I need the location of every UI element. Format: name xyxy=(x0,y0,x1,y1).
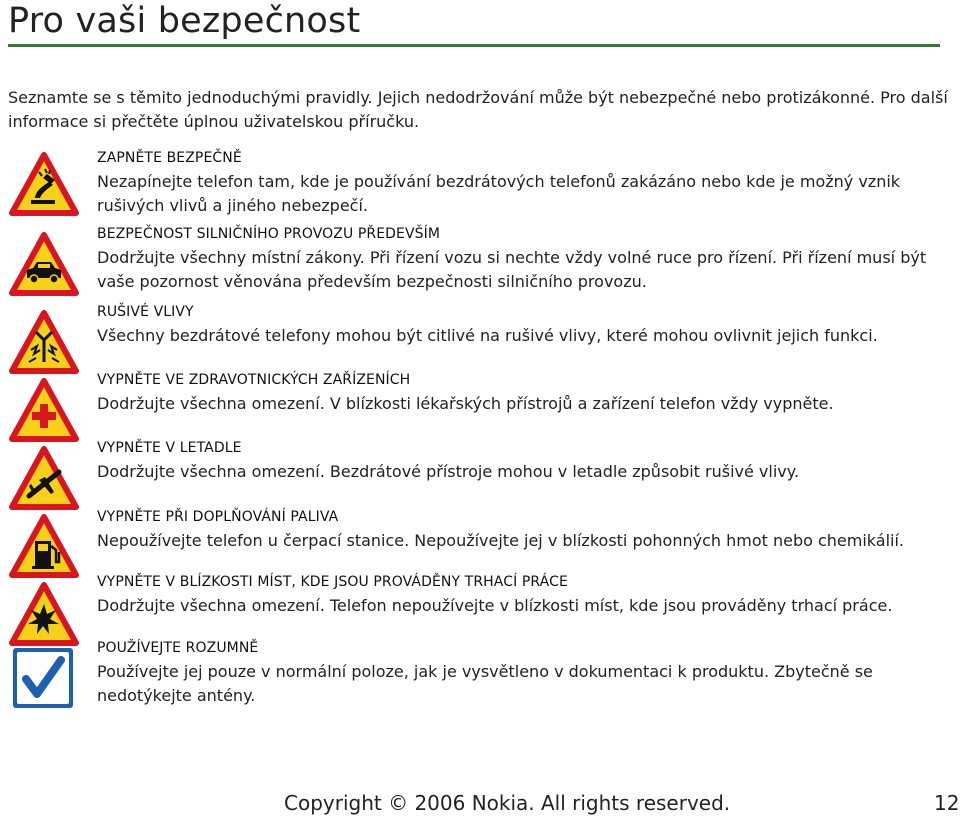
blasting-explosion-icon xyxy=(9,582,79,646)
road-safety-car-icon xyxy=(9,232,79,296)
section-healthcare-facilities xyxy=(97,370,947,416)
section-body: Nezapínejte telefon tam, kde je používání bezdrátových telefonů zakázáno nebo kde je možný vznik rušivých vlivů a jiného nebezpečí. xyxy=(97,172,901,215)
section-heading: VYPNĚTE V BLÍZKOSTI MÍST, KDE JSOU PROVÁDĚNY TRHACÍ PRÁCE xyxy=(97,574,568,590)
section-aircraft xyxy=(97,438,947,484)
aircraft-icon xyxy=(9,446,79,510)
section-body: Používejte jej pouze v normální poloze, jak je vysvětleno v dokumentaci k produktu. Zbytečně se nedotýkejte antény. xyxy=(97,662,873,705)
section-refueling xyxy=(97,507,947,553)
section-body: Dodržujte všechna omezení. Telefon nepoužívejte v blízkosti míst, kde jsou prováděny trhací práce. xyxy=(97,596,893,615)
section-body: Dodržujte všechna omezení. V blízkosti lékařských přístrojů a zařízení telefon vždy vypněte. xyxy=(97,394,834,413)
section-heading: RUŠIVÉ VLIVY xyxy=(97,304,194,320)
section-blasting xyxy=(97,572,947,618)
page-title: Pro vaši bezpečnost xyxy=(8,1,361,41)
section-interference xyxy=(97,302,947,348)
section-heading: ZAPNĚTE BEZPEČNĚ xyxy=(97,150,242,166)
checkmark-icon xyxy=(9,646,79,710)
section-heading: VYPNĚTE VE ZDRAVOTNICKÝCH ZAŘÍZENÍCH xyxy=(97,372,411,388)
section-heading: BEZPEČNOST SILNIČNÍHO PROVOZU PŘEDEVŠÍM xyxy=(97,226,441,242)
page-number: 12 xyxy=(934,791,960,815)
interference-antenna-icon xyxy=(9,310,79,374)
section-heading: POUŽÍVEJTE ROZUMNĚ xyxy=(97,640,259,656)
hospital-red-cross-icon xyxy=(9,378,79,442)
title-rule xyxy=(8,44,940,47)
section-switch-on-safely xyxy=(97,148,947,218)
section-road-safety xyxy=(97,224,947,294)
footer-copyright: Copyright © 2006 Nokia. All rights reserved. xyxy=(284,791,731,815)
section-heading: VYPNĚTE V LETADLE xyxy=(97,440,242,456)
switch-on-safely-icon xyxy=(9,152,79,216)
section-heading: VYPNĚTE PŘI DOPLŇOVÁNÍ PALIVA xyxy=(97,509,339,525)
section-body: Všechny bezdrátové telefony mohou být citlivé na rušivé vlivy, které mohou ovlivnit jejich funkci. xyxy=(97,326,878,345)
section-body: Dodržujte všechna omezení. Bezdrátové přístroje mohou v letadle způsobit rušivé vlivy. xyxy=(97,462,800,481)
intro-paragraph: Seznamte se s těmito jednoduchými pravidly. Jejich nedodržování může být nebezpečné nebo protizákonné. Pro další informace si přečtěte úplnou uživatelskou příručku. xyxy=(8,88,948,131)
section-use-sensibly xyxy=(97,638,947,708)
section-body: Nepoužívejte telefon u čerpací stanice. Nepoužívejte jej v blízkosti pohonných hmot nebo chemikálií. xyxy=(97,531,905,550)
section-body: Dodržujte všechny místní zákony. Při řízení vozu si nechte vždy volné ruce pro řízení. Při řízení musí být vaše pozornost věnována především bezpečnosti silničního provozu. xyxy=(97,248,927,291)
fuel-pump-icon xyxy=(9,514,79,578)
